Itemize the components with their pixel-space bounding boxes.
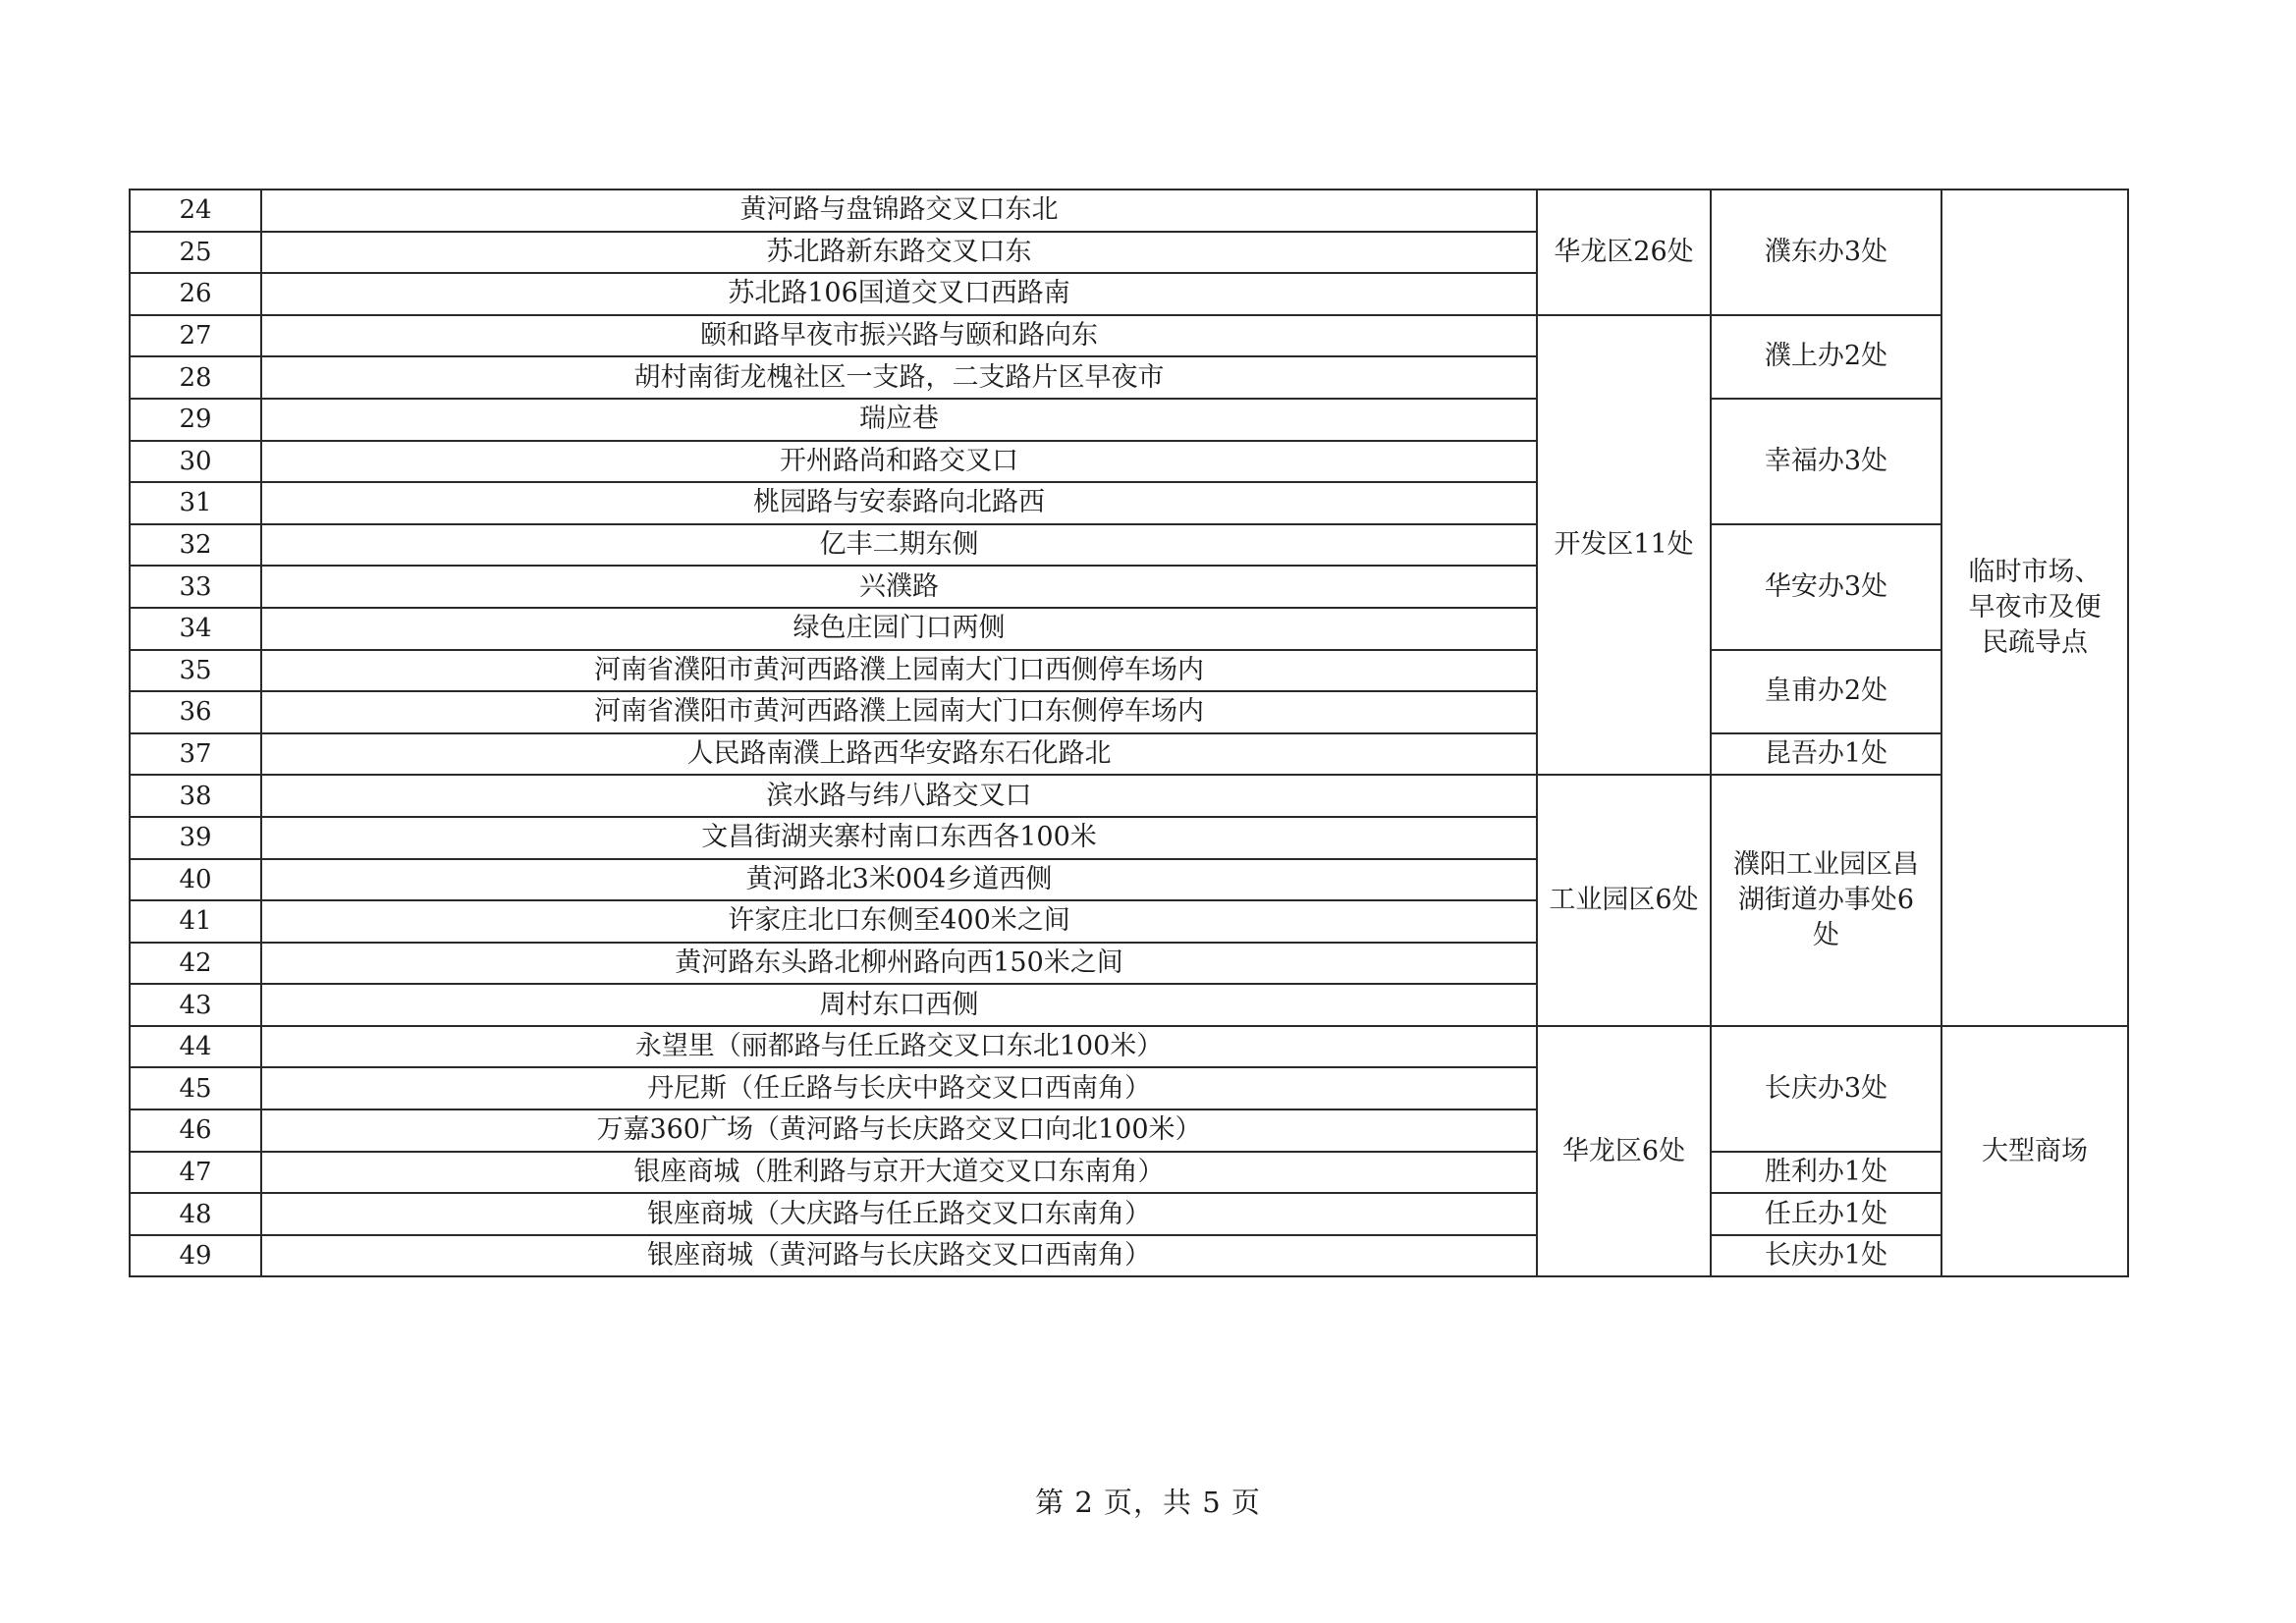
location-cell: 银座商城（大庆路与任丘路交叉口东南角）: [261, 1193, 1537, 1235]
office-label: 濮阳工业园区昌湖街道办事处6处: [1733, 849, 1919, 951]
table-row: [130, 775, 2128, 817]
row-number: 38: [130, 775, 261, 817]
row-number: 41: [130, 900, 261, 943]
office-cell: [1711, 775, 1941, 1026]
office-cell: 濮上办2处: [1711, 315, 1941, 399]
location-cell: 万嘉360广场（黄河路与长庆路交叉口向北100米）: [261, 1109, 1537, 1152]
location-cell: 黄河路北3米004乡道西侧: [261, 859, 1537, 901]
row-number: 48: [130, 1193, 261, 1235]
office-cell: 长庆办1处: [1711, 1235, 1941, 1277]
row-number: 34: [130, 608, 261, 650]
row-number: 29: [130, 399, 261, 441]
row-number: 47: [130, 1152, 261, 1194]
district-cell: 开发区11处: [1537, 315, 1711, 776]
location-cell: 兴濮路: [261, 566, 1537, 608]
row-number: 40: [130, 859, 261, 901]
row-number: 27: [130, 315, 261, 357]
row-number: 46: [130, 1109, 261, 1152]
office-cell: 长庆办3处: [1711, 1026, 1941, 1152]
location-cell: 滨水路与纬八路交叉口: [261, 775, 1537, 817]
office-cell: 幸福办3处: [1711, 399, 1941, 524]
office-cell: 濮东办3处: [1711, 189, 1941, 315]
row-number: 28: [130, 356, 261, 399]
row-number: 43: [130, 984, 261, 1026]
table-row: [130, 315, 2128, 357]
location-cell: 银座商城（胜利路与京开大道交叉口东南角）: [261, 1152, 1537, 1194]
table-row: [130, 1152, 2128, 1194]
table-row: [130, 650, 2128, 692]
table-row: [130, 1193, 2128, 1235]
location-cell: 周村东口西侧: [261, 984, 1537, 1026]
location-cell: 胡村南街龙槐社区一支路，二支路片区早夜市: [261, 356, 1537, 399]
table-row: [130, 1026, 2128, 1068]
row-number: 42: [130, 943, 261, 985]
category-cell: 大型商场: [1941, 1026, 2128, 1277]
row-number: 44: [130, 1026, 261, 1068]
location-cell: 瑞应巷: [261, 399, 1537, 441]
row-number: 45: [130, 1067, 261, 1109]
row-number: 32: [130, 524, 261, 567]
location-cell: 黄河路与盘锦路交叉口东北: [261, 189, 1537, 232]
location-cell: 文昌街湖夹寨村南口东西各100米: [261, 817, 1537, 859]
table-row: [130, 733, 2128, 776]
row-number: 49: [130, 1235, 261, 1277]
category-cell: [1941, 189, 2128, 1026]
page-footer: 第 2 页，共 5 页: [1035, 1486, 1261, 1519]
location-cell: 黄河路东头路北柳州路向西150米之间: [261, 943, 1537, 985]
office-cell: 胜利办1处: [1711, 1152, 1941, 1194]
district-cell: 华龙区26处: [1537, 189, 1711, 315]
table-row: [130, 1235, 2128, 1277]
office-cell: 昆吾办1处: [1711, 733, 1941, 776]
category-label: 临时市场、早夜市及便民疏导点: [1968, 556, 2102, 658]
table-row: [130, 399, 2128, 441]
office-cell: 皇甫办2处: [1711, 650, 1941, 733]
location-cell: 亿丰二期东侧: [261, 524, 1537, 567]
location-cell: 苏北路新东路交叉口东: [261, 232, 1537, 274]
row-number: 24: [130, 189, 261, 232]
location-cell: 苏北路106国道交叉口西路南: [261, 273, 1537, 315]
location-cell: 丹尼斯（任丘路与长庆中路交叉口西南角）: [261, 1067, 1537, 1109]
location-cell: 永望里（丽都路与任丘路交叉口东北100米）: [261, 1026, 1537, 1068]
office-cell: 任丘办1处: [1711, 1193, 1941, 1235]
row-number: 25: [130, 232, 261, 274]
location-cell: 颐和路早夜市振兴路与颐和路向东: [261, 315, 1537, 357]
document-table: [129, 189, 2129, 1277]
row-number: 39: [130, 817, 261, 859]
row-number: 35: [130, 650, 261, 692]
location-cell: 许家庄北口东侧至400米之间: [261, 900, 1537, 943]
table-row: [130, 189, 2128, 232]
location-cell: 绿色庄园门口两侧: [261, 608, 1537, 650]
row-number: 36: [130, 691, 261, 733]
location-cell: 开州路尚和路交叉口: [261, 441, 1537, 483]
row-number: 31: [130, 482, 261, 524]
row-number: 26: [130, 273, 261, 315]
location-cell: 河南省濮阳市黄河西路濮上园南大门口东侧停车场内: [261, 691, 1537, 733]
row-number: 33: [130, 566, 261, 608]
location-cell: 桃园路与安泰路向北路西: [261, 482, 1537, 524]
row-number: 37: [130, 733, 261, 776]
table-row: [130, 524, 2128, 567]
location-cell: 银座商城（黄河路与长庆路交叉口西南角）: [261, 1235, 1537, 1277]
office-cell: 华安办3处: [1711, 524, 1941, 650]
location-cell: 河南省濮阳市黄河西路濮上园南大门口西侧停车场内: [261, 650, 1537, 692]
location-cell: 人民路南濮上路西华安路东石化路北: [261, 733, 1537, 776]
district-cell: 华龙区6处: [1537, 1026, 1711, 1277]
district-cell: 工业园区6处: [1537, 775, 1711, 1026]
row-number: 30: [130, 441, 261, 483]
